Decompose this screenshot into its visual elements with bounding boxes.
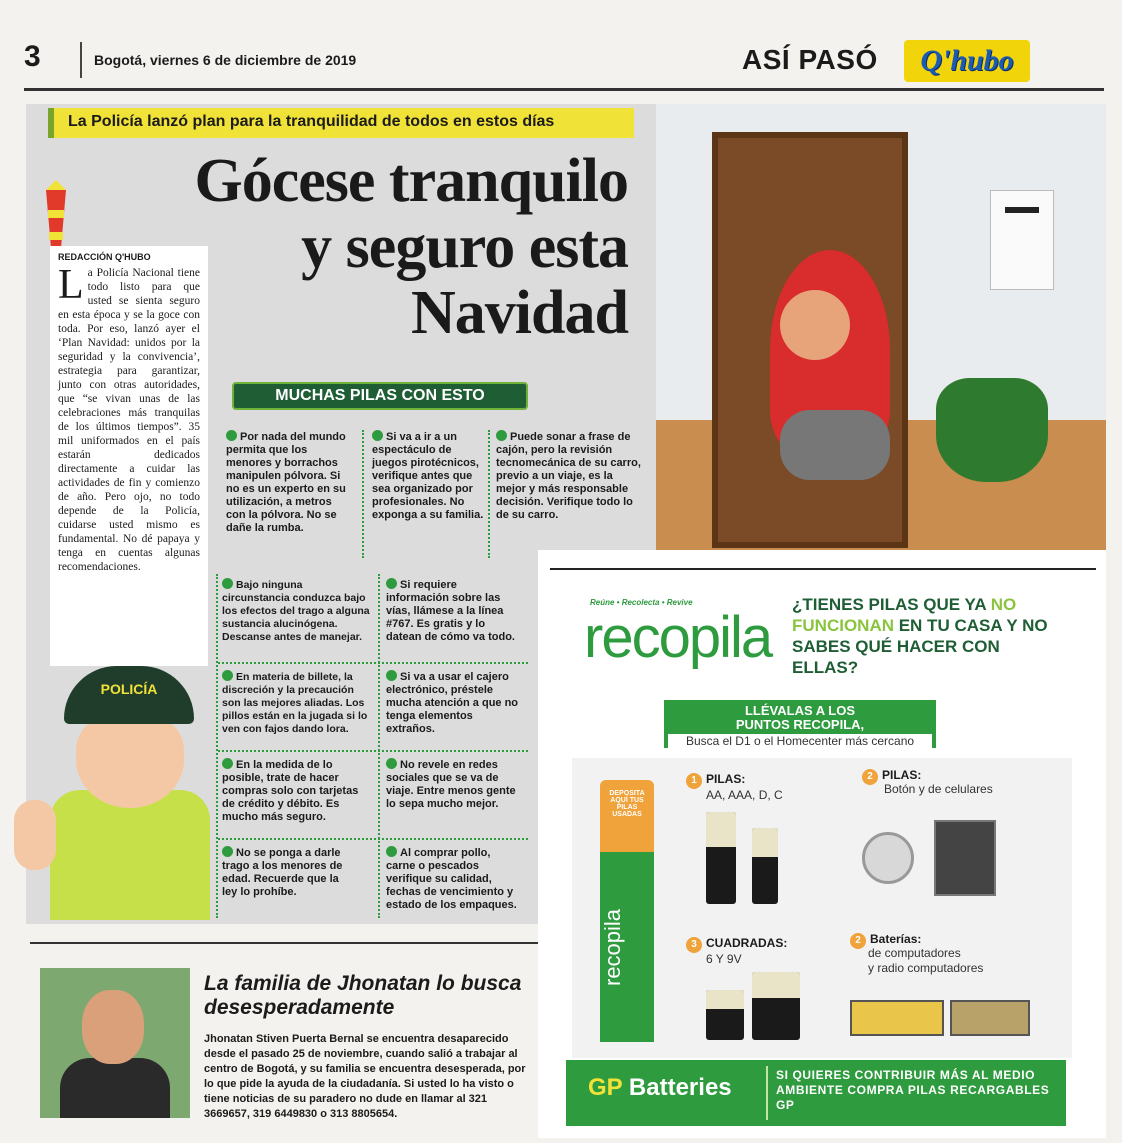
police-face-illustration (76, 712, 184, 808)
column-separator (216, 574, 218, 918)
category-baterias-sub: de computadores y radio computadores (868, 946, 984, 975)
category-pilas-1-sub: AA, AAA, D, C (706, 788, 783, 802)
missing-headline: La familia de Jhonatan lo busca desesperadamente (204, 972, 522, 1019)
tip-item: No se ponga a darle trago a los menores de edad. Recuerde que la ley lo prohíbe. (222, 847, 343, 898)
row-separator (218, 662, 528, 664)
missing-rule (30, 942, 538, 944)
tip-item: En la medida de lo posible, trate de hacer compras solo con tarjetas de crédito y débito. Es mucho más seguro. (222, 759, 359, 823)
bullet-icon (386, 578, 397, 589)
bullet-icon (372, 430, 383, 441)
recopila-logo: recopila (584, 605, 772, 670)
coin-battery-icon (862, 832, 914, 884)
6v-battery-icon (752, 972, 800, 1040)
byline: REDACCIÓN Q'HUBO (58, 252, 151, 262)
ad-tagline: Reúne • Recolecta • Revive (590, 598, 693, 607)
bullet-icon (222, 846, 233, 857)
bullet-icon (222, 758, 233, 769)
drop-cap: L (58, 262, 84, 308)
section-title: ASÍ PASÓ (742, 44, 878, 75)
category-cuadradas-sub: 6 Y 9V (706, 952, 742, 966)
bullet-icon (386, 670, 397, 681)
gp-batteries-logo: GP Batteries (588, 1074, 732, 1101)
tip-item: En materia de billete, la discreción y la precaución son las mejores aliadas. Los pillos están en la jugada si lo ven con fajos dando lora. (222, 671, 368, 735)
police-hat: POLICÍA (64, 666, 194, 724)
thief-head-illustration (780, 290, 850, 360)
column-separator (488, 430, 490, 558)
category-pilas-2-sub: Botón y de celulares (884, 782, 993, 796)
category-pilas-2: 2 PILAS: (862, 768, 921, 785)
ad-question: ¿TIENES PILAS QUE YA NO FUNCIONAN EN TU CASA Y NO SABES QUÉ HACER CON ELLAS? (792, 595, 1048, 677)
police-vest-illustration (50, 790, 210, 920)
publication-date: Bogotá, viernes 6 de diciembre de 2019 (94, 52, 357, 68)
bin-logo: recopila (600, 852, 654, 1042)
tip-item: Si va a ir a un espectáculo de juegos pirotécnicos, verifique antes que sea organizado por profesionales. No exponga a su familia. (372, 431, 484, 521)
headline-line-2: y seguro esta (301, 213, 628, 281)
column-separator (362, 430, 364, 558)
category-pilas-1: 1 PILAS: (686, 772, 745, 789)
gp-message: SI QUIERES CONTRIBUIR MÁS AL MEDIO AMBIENTE COMPRA PILAS RECARGABLES GP (776, 1068, 1050, 1112)
bullet-icon (386, 846, 397, 857)
intro-body: a Policía Nacional tiene todo listo para que usted se sienta seguro en esta época y se la goce con toda. Por eso, lanzó ayer el ‘Plan Navidad: unidos por la seguridad y la convivencia’, estrategia para garantizar, junto con otras autoridades, que “se vivan unas de las celebraciones más tranquilas de los últimos tiempos”. 35 mil uniformados en el país estarán dedicados directamente a cuidar las actividades de fin y comienzo de año. Pero ojo, no todo depende de la Policía, cuidarse usted mismo es fundamental. No dé papaya y tenga en cuentas algunas recomendaciones. (58, 267, 200, 573)
intro-text (58, 262, 200, 574)
tip-item: Si requiere información sobre las vías, llámese a la línea #767. Es gratis y lo datean de cómo va todo. (386, 579, 515, 643)
laptop-battery-icon (850, 1000, 944, 1036)
bullet-icon (496, 430, 507, 441)
page-number: 3 (24, 40, 41, 73)
ad-rule (550, 568, 1096, 570)
row-separator (218, 838, 528, 840)
missing-body: Jhonatan Stiven Puerta Bernal se encuentra desaparecido desde el pasado 25 de noviembre, cuando salió a trabajar al centro de Bogotá, y su familia se encuentra desesperada, por lo que pide la ayuda de la ciudadanía. Si usted lo ha visto o tiene noticias de su paradero no dude en llamar al 321 3669657, 319 6449830 o 313 8805654. (204, 1033, 526, 1120)
bin-sign: DEPOSITA AQUÍ TUS PILAS USADAS (609, 790, 645, 818)
intro-column (50, 246, 208, 666)
column-separator (378, 574, 380, 918)
missing-person-photo (40, 968, 190, 1118)
brand-logo: Q'hubo (904, 40, 1030, 82)
9v-battery-icon (706, 990, 744, 1040)
gp-divider (766, 1066, 768, 1120)
thief-pants-illustration (780, 410, 890, 480)
tip-item: Si va a usar el cajero electrónico, préstele mucha atención a que no tenga elementos extraños. (386, 671, 519, 735)
radio-battery-icon (950, 1000, 1030, 1036)
bullet-icon (222, 670, 233, 681)
tip-item: No revele en redes sociales que se va de viaje. Entre menos gente lo sepa mucho mejor. (386, 759, 516, 810)
bullet-icon (226, 430, 237, 441)
peace-hand-illustration (14, 800, 56, 870)
tip-item: Bajo ninguna circunstancia conduzca bajo los efectos del trago a alguna sustancia alucinógena. Descanse antes de manejar. (222, 579, 370, 643)
ad-call-to-action: LLÉVALAS A LOS PUNTOS RECOPILA, Busca el D1 o el Homecenter más cercano (664, 700, 936, 748)
bullet-icon (386, 758, 397, 769)
headline-line-3: Navidad (411, 279, 628, 347)
header-rule (24, 88, 1104, 91)
tip-item: Por nada del mundo permita que los menores y borrachos manipulen pólvora. Si no es un experto en su utilización, a metros con la pólvora. No se dañe la rumba. (226, 431, 346, 534)
bullet-icon (222, 578, 233, 589)
tips-subhead: MUCHAS PILAS CON ESTO (232, 382, 528, 410)
tip-item: Puede sonar a frase de cajón, pero la revisión tecnomecánica de su carro, previo a un viaje, es la mejor y más responsable decisión. Verifique todo lo de su carro. (496, 431, 641, 521)
light-switch-illustration (990, 190, 1054, 290)
phone-battery-icon (934, 820, 996, 896)
article-kicker: La Policía lanzó plan para la tranquilidad de todos en estos días (48, 108, 634, 138)
tip-item: Al comprar pollo, carne o pescados verifique su calidad, fechas de vencimiento y estado de los empaques. (386, 847, 517, 911)
category-baterias: 2 Baterías: (850, 932, 921, 949)
row-separator (218, 750, 528, 752)
category-cuadradas: 3 CUADRADAS: (686, 936, 787, 953)
header-divider (80, 42, 82, 78)
loot-bag-illustration (936, 378, 1048, 482)
headline-line-1: Gócese tranquilo (194, 147, 628, 215)
aaa-battery-icon (752, 828, 778, 904)
aa-battery-icon (706, 812, 736, 904)
